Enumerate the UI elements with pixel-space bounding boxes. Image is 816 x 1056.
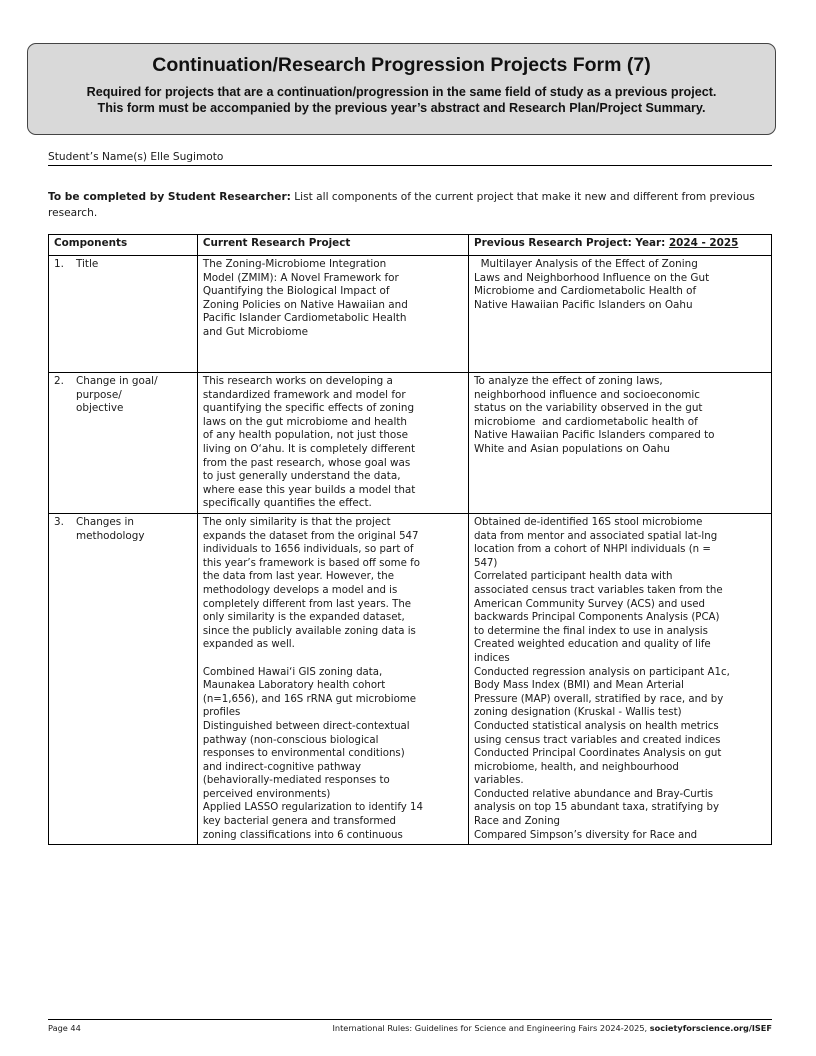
form-header [27,43,776,135]
header-previous-year: 2024 - 2025 [668,237,739,249]
text-line: Native Hawaiian Pacific Islanders on Oahu [473,298,693,311]
component-cell [49,256,198,373]
current-cell[interactable] [197,373,468,514]
previous-cell[interactable] [468,256,771,373]
component-cell [49,373,198,514]
text-line: Created weighted education and quality of life [473,639,711,651]
instruction-body: List all components of the current project that make it new and different from previous research. [48,191,755,219]
text-line: expands the dataset from the original 547 [202,530,419,542]
student-name-value: Elle Sugimoto [150,151,224,163]
header-current: Current Research Project [197,235,468,256]
text-line: responses to environmental conditions) [202,748,405,760]
previous-cell[interactable] [468,514,771,845]
current-cell[interactable] [197,514,468,845]
text-line: to determine the final index to use in analysis [473,625,708,637]
text-line: 547) [473,557,498,569]
text-line: of any health population, not just those [202,429,409,442]
text-line: status on the variability observed in the gut [473,402,703,415]
table-header-row [49,235,772,256]
text-line: completely different from last years. The [202,598,412,610]
text-line: Conducted Principal Coordinates Analysis on gut [473,748,722,760]
form-subtitle [28,84,775,116]
text-line: individuals to 1656 individuals, so part of [202,544,414,556]
paragraph-gap [203,652,463,666]
text-line: standardized framework and model for [202,388,406,401]
instruction-text [48,190,772,221]
text-line: Laws and Neighborhood Influence on the Gut [473,271,710,284]
current-cell[interactable] [197,256,468,373]
text-line: neighborhood influence and socioeconomic [473,388,700,401]
student-name-field[interactable] [48,151,772,166]
text-line: zoning designation (Kruskal - Wallis test) [473,707,682,719]
text-line: data from mentor and associated spatial lat-lng [473,530,718,542]
form-title: Continuation/Research Progression Projects Form (7) [152,54,651,76]
text-line: location from a cohort of NHPI individuals (n = [473,544,711,556]
text-line: profiles [202,707,241,719]
row-number: 1. [54,258,64,270]
text-line: backwards Principal Components Analysis (PCA) [473,612,720,624]
text-line: Changes in [76,516,134,528]
text-line: the data from last year. However, the [202,571,394,583]
text-line: specifically quantifies the effect. [202,497,372,510]
text-line: Conducted statistical analysis on health metrics [473,720,719,732]
text-line: Microbiome and Cardiometabolic Health of [473,285,697,298]
text-line: from the past research, whose goal was [202,456,411,469]
text-line: perceived environments) [202,788,331,800]
text-line: Obtained de-identified 16S stool microbiome [473,517,703,528]
text-line: Change in goal/ [76,375,158,387]
text-line: Combined Hawai‘i GIS zoning data, [202,666,383,678]
text-line: The only similarity is that the project [202,517,391,528]
row-number: 3. [54,516,64,528]
text-line: Applied LASSO regularization to identify 14 [202,802,423,814]
text-line: purpose/ [76,388,122,401]
header-previous [468,235,771,256]
text-line: Conducted relative abundance and Bray-Curtis [473,788,714,800]
text-line: pathway (non-conscious biological [202,734,379,746]
text-line: methodology develops a model and is [202,584,398,596]
table-row [49,373,772,514]
text-line: only similarity is the expanded dataset, [202,612,405,624]
page-footer [48,1019,772,1033]
text-line: American Community Survey (ACS) and used [473,598,706,610]
footer-text [332,1023,772,1033]
text-line: expanded as well. [202,639,295,651]
text-line: and indirect-cognitive pathway [202,761,362,773]
table-row [49,256,772,373]
header-previous-label: Previous Research Project: Year: [473,237,669,249]
text-line: microbiome and cardiometabolic health of [473,415,698,428]
footer-link[interactable]: societyforscience.org/ISEF [649,1023,772,1033]
text-line: living on O‘ahu. It is completely different [202,442,416,455]
text-line: where ease this year builds a model that [202,483,416,496]
text-line: laws on the gut microbiome and health [202,415,407,428]
table-row [49,514,772,845]
text-line: Body Mass Index (BMI) and Mean Arterial [473,680,684,692]
text-line: analysis on top 15 abundant taxa, stratifying by [473,802,720,814]
text-line: Correlated participant health data with [473,571,673,583]
text-line: Compared Simpson’s diversity for Race and [473,829,698,841]
text-line: to just generally understand the data, [202,470,401,483]
text-line: Conducted regression analysis on participant A1c, [473,666,730,678]
text-line: associated census tract variables taken from the [473,584,723,596]
text-line: Pacific Islander Cardiometabolic Health [202,312,407,325]
page-number: Page 44 [48,1023,81,1033]
form-subtitle-line-2: This form must be accompanied by the previous year’s abstract and Research Plan/Project Summary. [97,101,706,115]
header-components: Components [49,235,198,256]
text-line: key bacterial genera and transformed [202,816,397,828]
text-line: Quantifying the Biological Impact of [202,285,390,298]
text-line: Maunakea Laboratory health cohort [202,680,386,692]
row-number: 2. [54,375,64,387]
text-line: this year’s framework is based off some fo [202,557,420,569]
component-label [76,516,144,543]
text-line: (n=1,656), and 16S rRNA gut microbiome [202,693,417,705]
form-subtitle-line-1: Required for projects that are a continuation/progression in the same field of study as a previous project. [86,85,717,99]
text-line: To analyze the effect of zoning laws, [473,375,663,387]
text-line: quantifying the specific effects of zoning [202,402,415,415]
student-name-label: Student’s Name(s) [48,151,147,163]
text-line: indices [473,652,510,664]
text-line: The Zoning-Microbiome Integration [202,258,387,270]
text-line: microbiome, health, and neighbourhood [473,761,679,773]
text-line: Native Hawaiian Pacific Islanders compared to [473,429,715,442]
text-line: objective [76,402,124,415]
text-line: zoning classifications into 6 continuous [202,829,403,841]
text-line: Multilayer Analysis of the Effect of Zoning [473,258,698,270]
text-line: using census tract variables and created indices [473,734,721,746]
text-line: methodology [76,529,145,542]
text-line: Pressure (MAP) overall, stratified by race, and by [473,693,724,705]
text-line: variables. [473,775,524,787]
instruction-bold: To be completed by Student Researcher: [48,191,291,203]
text-line: This research works on developing a [202,375,393,387]
component-label: Title [76,258,99,270]
component-cell [49,514,198,845]
footer-rules-text: International Rules: Guidelines for Science and Engineering Fairs 2024-2025, [332,1023,650,1033]
components-table [48,234,772,845]
text-line: Model (ZMIM): A Novel Framework for [202,271,399,284]
text-line: (behaviorally-mediated responses to [202,775,390,787]
text-line: White and Asian populations on Oahu [473,442,670,455]
text-line: since the publicly available zoning data is [202,625,416,637]
text-line: Zoning Policies on Native Hawaiian and [202,298,408,311]
component-label [76,375,158,416]
text-line: Distinguished between direct-contextual [202,720,410,732]
previous-cell[interactable] [468,373,771,514]
text-line: and Gut Microbiome [202,325,309,338]
text-line: Race and Zoning [473,816,561,828]
